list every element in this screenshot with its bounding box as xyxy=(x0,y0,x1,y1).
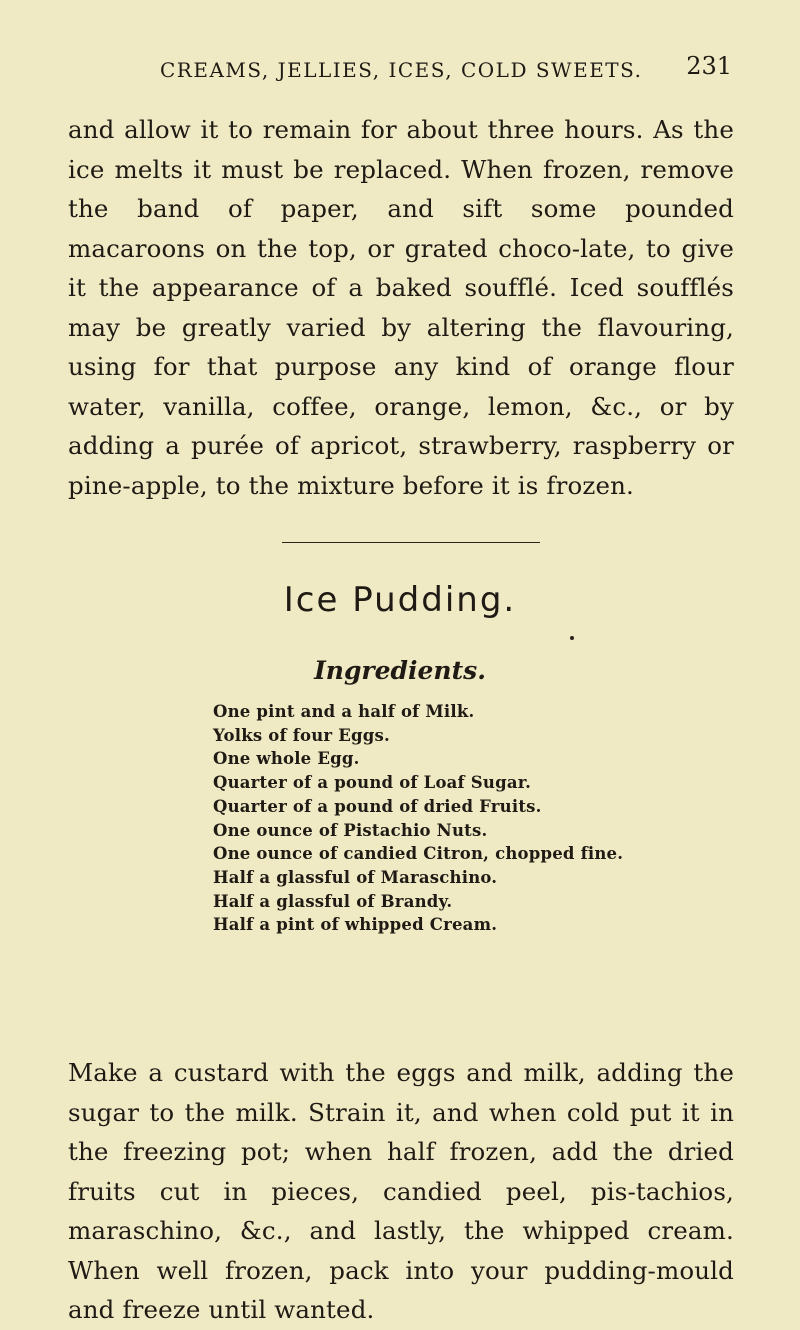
ingredient-item: Quarter of a pound of Loaf Sugar. xyxy=(213,773,532,793)
print-speck xyxy=(570,636,574,640)
ingredient-item: One pint and a half of Milk. xyxy=(213,702,475,721)
ingredients-heading: Ingredients. xyxy=(314,656,486,685)
ingredient-item: One whole Egg. xyxy=(213,749,360,769)
running-title: CREAMS, JELLIES, ICES, COLD SWEETS. xyxy=(160,58,643,82)
page-number: 231 xyxy=(686,52,732,80)
ingredient-item: Half a glassful of Brandy. xyxy=(213,891,453,911)
recipe-title: Ice Pudding. xyxy=(283,580,517,620)
ingredient-item: Half a glassful of Maraschino. xyxy=(213,867,498,887)
ingredient-item: Quarter of a pound of dried Fruits. xyxy=(213,796,542,816)
ingredient-item: Half a pint of whipped Cream. xyxy=(213,915,498,935)
ingredient-item: One ounce of Pistachio Nuts. xyxy=(213,820,488,840)
ingredient-item: Yolks of four Eggs. xyxy=(213,725,390,745)
method-paragraph: Make a custard with the eggs and milk, adding the sugar to the milk. Strain it, and when cold put it in the freezing pot; when half frozen, add the dried fruits cut in pieces, candied peel, pis-tachios, maraschino, &c., and lastly, the whipped cream. When well frozen, pack into your pudding-mould and freeze until wanted. xyxy=(68,1058,734,1324)
section-divider xyxy=(282,542,540,543)
paragraph-top: and allow it to remain for about three hours. As the ice melts it must be replaced. When frozen, remove the band of paper, and sift some pounded macaroons on the top, or grated choco-late, to give it the appearance of a baked soufflé. Iced soufflés may be greatly varied by altering the flavouring, using for that purpose any kind of orange flour water, vanilla, coffee, orange, lemon, &c., or by adding a purée of apricot, strawberry, raspberry or pine-apple, to the mixture before it is frozen. xyxy=(68,115,734,500)
ingredients-list xyxy=(213,700,693,937)
ingredient-item: One ounce of candied Citron, chopped fine. xyxy=(213,844,624,864)
running-head xyxy=(160,52,732,82)
